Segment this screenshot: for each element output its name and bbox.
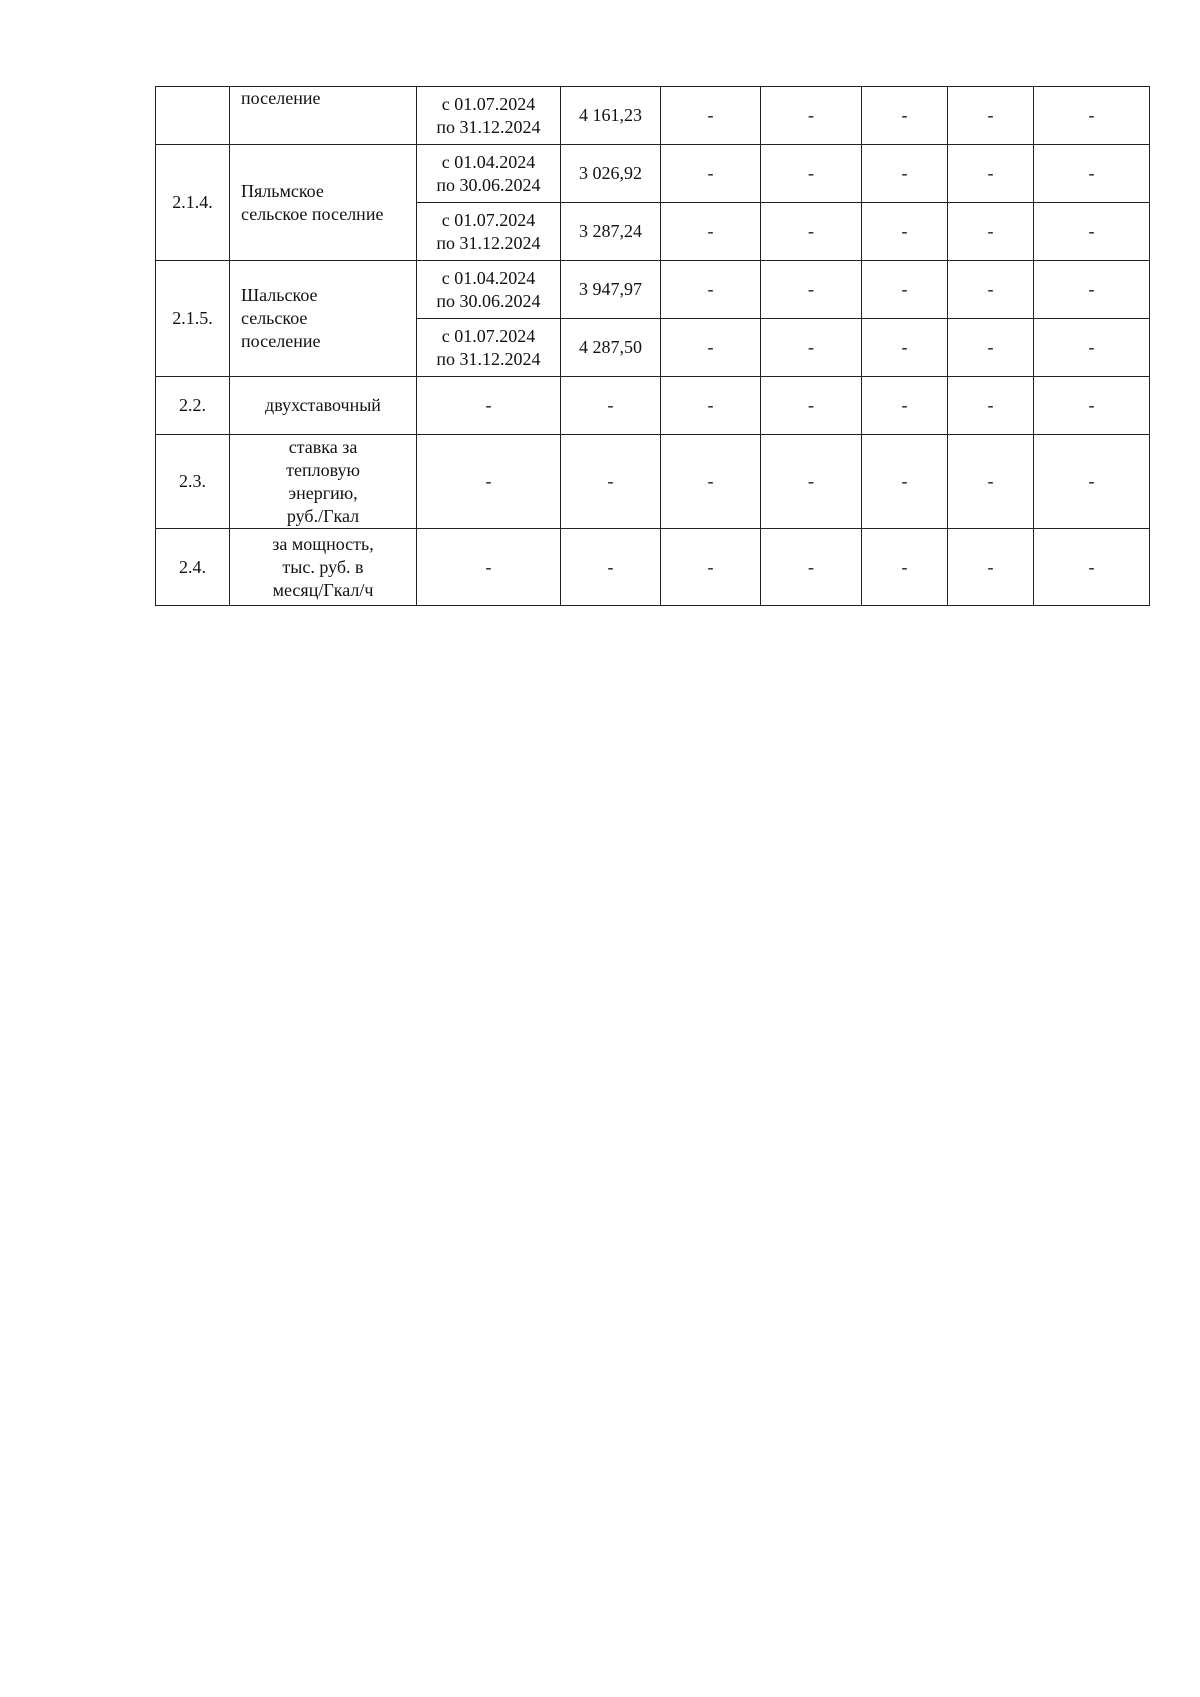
empty-value: - — [948, 203, 1034, 261]
table-row — [156, 261, 1150, 319]
period-from: с 01.07.2024 — [441, 209, 536, 230]
period-to: по 30.06.2024 — [436, 290, 541, 311]
settlement-name: Шальское сельское поселение — [230, 261, 417, 377]
table-row — [156, 87, 1150, 145]
empty-value: - — [948, 319, 1034, 377]
empty-value: - — [761, 261, 862, 319]
empty-value: - — [862, 377, 948, 435]
period-cell: - — [417, 377, 561, 435]
table-row — [156, 145, 1150, 203]
empty-value: - — [1034, 261, 1150, 319]
empty-value: - — [761, 377, 862, 435]
tariff-value: 4 161,23 — [561, 87, 661, 145]
table-row — [156, 435, 1150, 529]
tariff-value: 4 287,50 — [561, 319, 661, 377]
empty-value: - — [862, 319, 948, 377]
empty-value: - — [1034, 203, 1150, 261]
period-cell: - — [417, 529, 561, 606]
empty-value: - — [948, 529, 1034, 606]
empty-value: - — [661, 203, 761, 261]
empty-value: - — [761, 435, 862, 529]
period-cell: - — [417, 435, 561, 529]
tariff-table — [155, 86, 1150, 606]
period-to: по 31.12.2024 — [436, 116, 541, 137]
tariff-value: 3 947,97 — [561, 261, 661, 319]
period-to: по 30.06.2024 — [436, 174, 541, 195]
settlement-name: Пяльмское сельское поселние — [230, 145, 417, 261]
period-cell — [417, 319, 561, 377]
table-row — [156, 377, 1150, 435]
period-from: с 01.04.2024 — [441, 151, 536, 172]
row-number: 2.1.4. — [156, 145, 230, 261]
period-cell — [417, 145, 561, 203]
row-number: 2.4. — [156, 529, 230, 606]
tariff-value: - — [561, 435, 661, 529]
empty-value: - — [661, 87, 761, 145]
period-to: по 31.12.2024 — [436, 232, 541, 253]
row-number: 2.3. — [156, 435, 230, 529]
row-number: 2.2. — [156, 377, 230, 435]
empty-value: - — [948, 145, 1034, 203]
table-row — [156, 529, 1150, 606]
empty-value: - — [948, 261, 1034, 319]
empty-value: - — [862, 145, 948, 203]
period-cell — [417, 261, 561, 319]
settlement-name: поселение — [230, 87, 417, 145]
empty-value: - — [761, 145, 862, 203]
empty-value: - — [862, 87, 948, 145]
empty-value: - — [761, 529, 862, 606]
empty-value: - — [862, 203, 948, 261]
tariff-value: - — [561, 529, 661, 606]
tariff-value: 3 026,92 — [561, 145, 661, 203]
period-cell — [417, 203, 561, 261]
tariff-type-name: двухставочный — [230, 377, 417, 435]
row-number — [156, 87, 230, 145]
empty-value: - — [761, 203, 862, 261]
empty-value: - — [862, 435, 948, 529]
empty-value: - — [1034, 377, 1150, 435]
period-from: с 01.07.2024 — [441, 325, 536, 346]
tariff-value: 3 287,24 — [561, 203, 661, 261]
empty-value: - — [1034, 435, 1150, 529]
empty-value: - — [1034, 529, 1150, 606]
row-number: 2.1.5. — [156, 261, 230, 377]
tariff-type-name: ставка за тепловую энергию, руб./Гкал — [230, 435, 417, 529]
empty-value: - — [661, 435, 761, 529]
period-cell — [417, 87, 561, 145]
period-from: с 01.07.2024 — [441, 93, 536, 114]
empty-value: - — [661, 529, 761, 606]
tariff-value: - — [561, 377, 661, 435]
empty-value: - — [661, 145, 761, 203]
empty-value: - — [661, 319, 761, 377]
empty-value: - — [761, 319, 862, 377]
empty-value: - — [948, 435, 1034, 529]
empty-value: - — [1034, 87, 1150, 145]
period-from: с 01.04.2024 — [441, 267, 536, 288]
empty-value: - — [1034, 145, 1150, 203]
period-to: по 31.12.2024 — [436, 348, 541, 369]
empty-value: - — [661, 261, 761, 319]
empty-value: - — [862, 261, 948, 319]
empty-value: - — [948, 87, 1034, 145]
empty-value: - — [862, 529, 948, 606]
empty-value: - — [761, 87, 862, 145]
empty-value: - — [1034, 319, 1150, 377]
empty-value: - — [948, 377, 1034, 435]
empty-value: - — [661, 377, 761, 435]
tariff-type-name: за мощность, тыс. руб. в месяц/Гкал/ч — [230, 529, 417, 606]
